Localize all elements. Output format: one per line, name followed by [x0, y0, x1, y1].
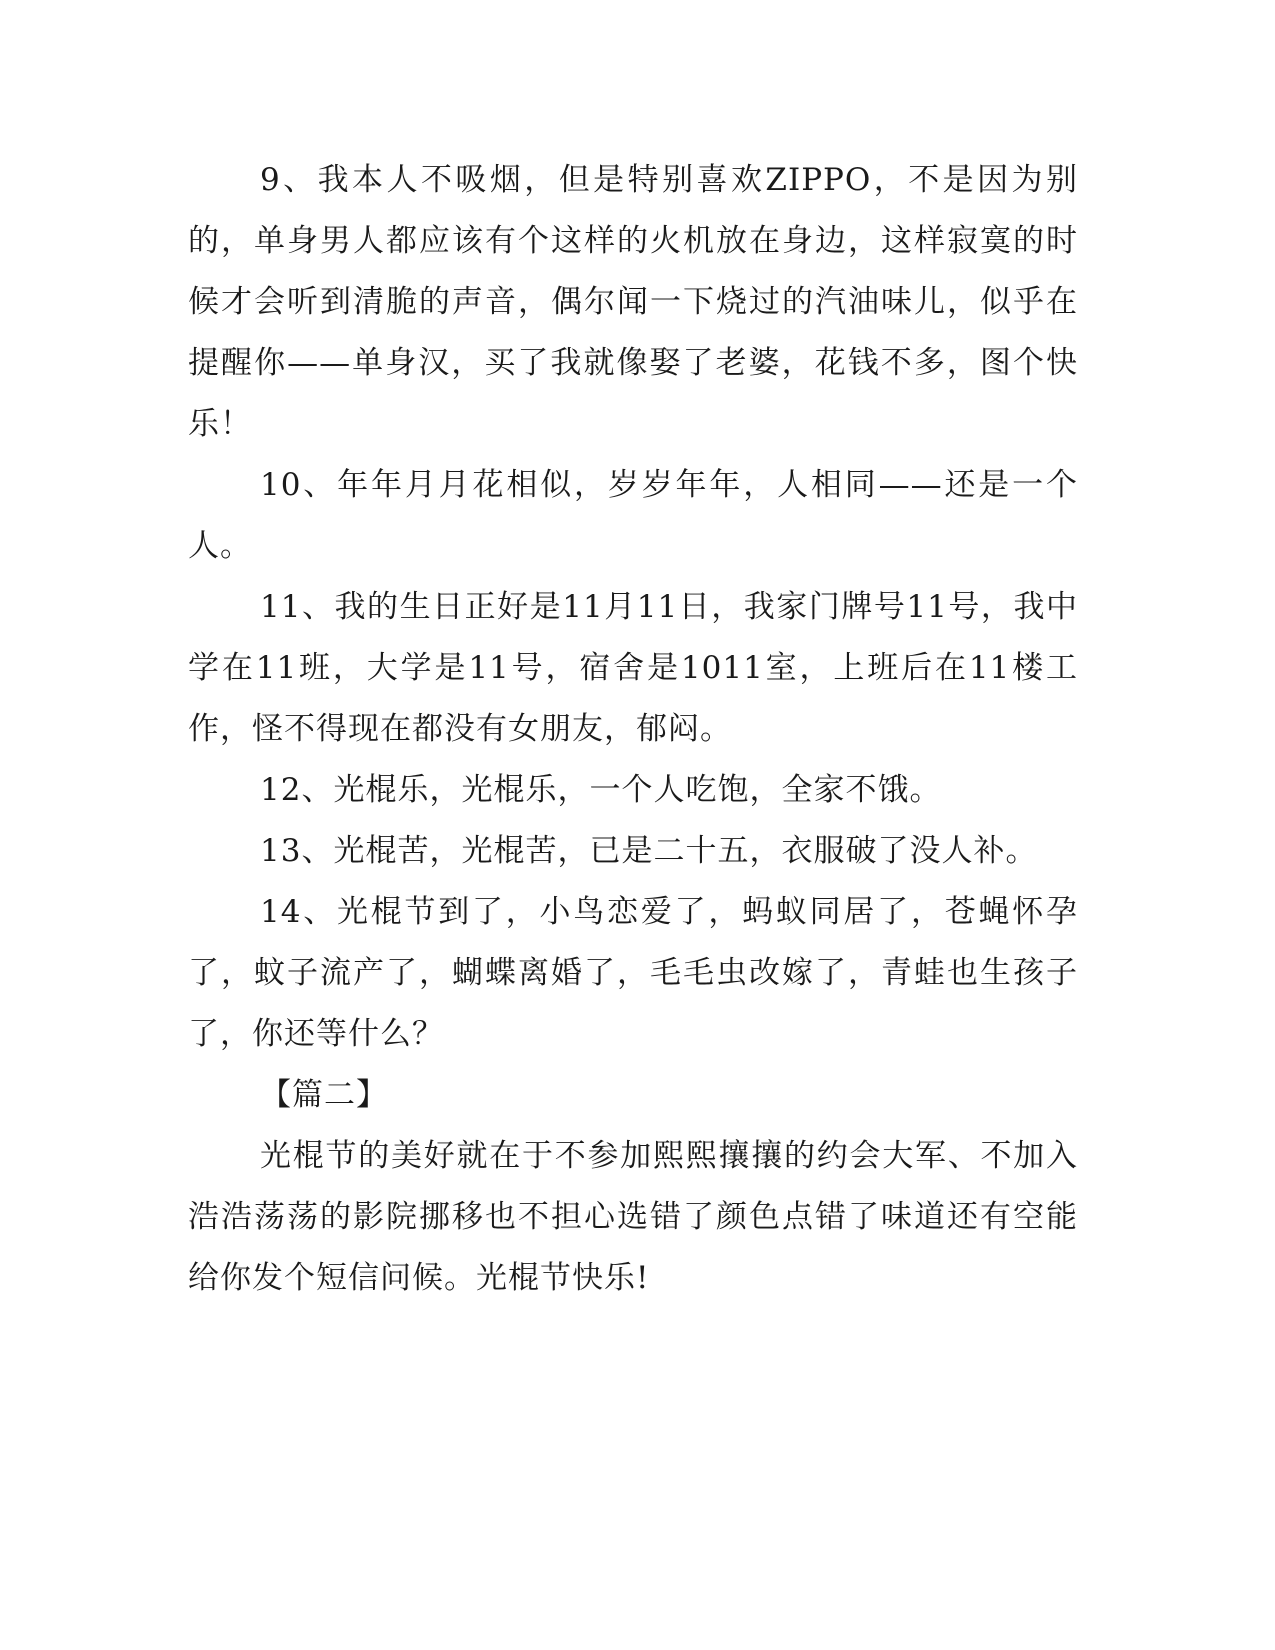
- paragraph-9: 9、我本人不吸烟，但是特别喜欢ZIPPO，不是因为别的，单身男人都应该有个这样的火机放在身边，这样寂寞的时候才会听到清脆的声音，偶尔闻一下烧过的汽油味儿，似乎在提醒你——单身汉，买了我就像娶了老婆，花钱不多，图个快乐！: [188, 162, 1078, 442]
- paragraph-11: 11、我的生日正好是11月11日，我家门牌号11号，我中学在11班，大学是11号，宿舍是1011室，上班后在11楼工作，怪不得现在都没有女朋友，郁闷。: [188, 589, 1078, 747]
- paragraph-12: 12、光棍乐，光棍乐，一个人吃饱，全家不饿。: [260, 772, 942, 808]
- document-body: [188, 150, 1078, 1309]
- paragraph-13: 13、光棍苦，光棍苦，已是二十五，衣服破了没人补。: [260, 833, 1038, 869]
- section-paragraph: 光棍节的美好就在于不参加熙熙攘攘的约会大军、不加入浩浩荡荡的影院挪移也不担心选错了颜色点错了味道还有空能给你发个短信问候。光棍节快乐!: [188, 1138, 1078, 1296]
- section-heading: 【篇二】: [260, 1077, 388, 1113]
- paragraph-10: 10、年年月月花相似，岁岁年年，人相同——还是一个人。: [188, 467, 1078, 564]
- paragraph-14: 14、光棍节到了，小鸟恋爱了，蚂蚁同居了，苍蝇怀孕了，蚊子流产了，蝴蝶离婚了，毛毛虫改嫁了，青蛙也生孩子了，你还等什么？: [188, 894, 1078, 1052]
